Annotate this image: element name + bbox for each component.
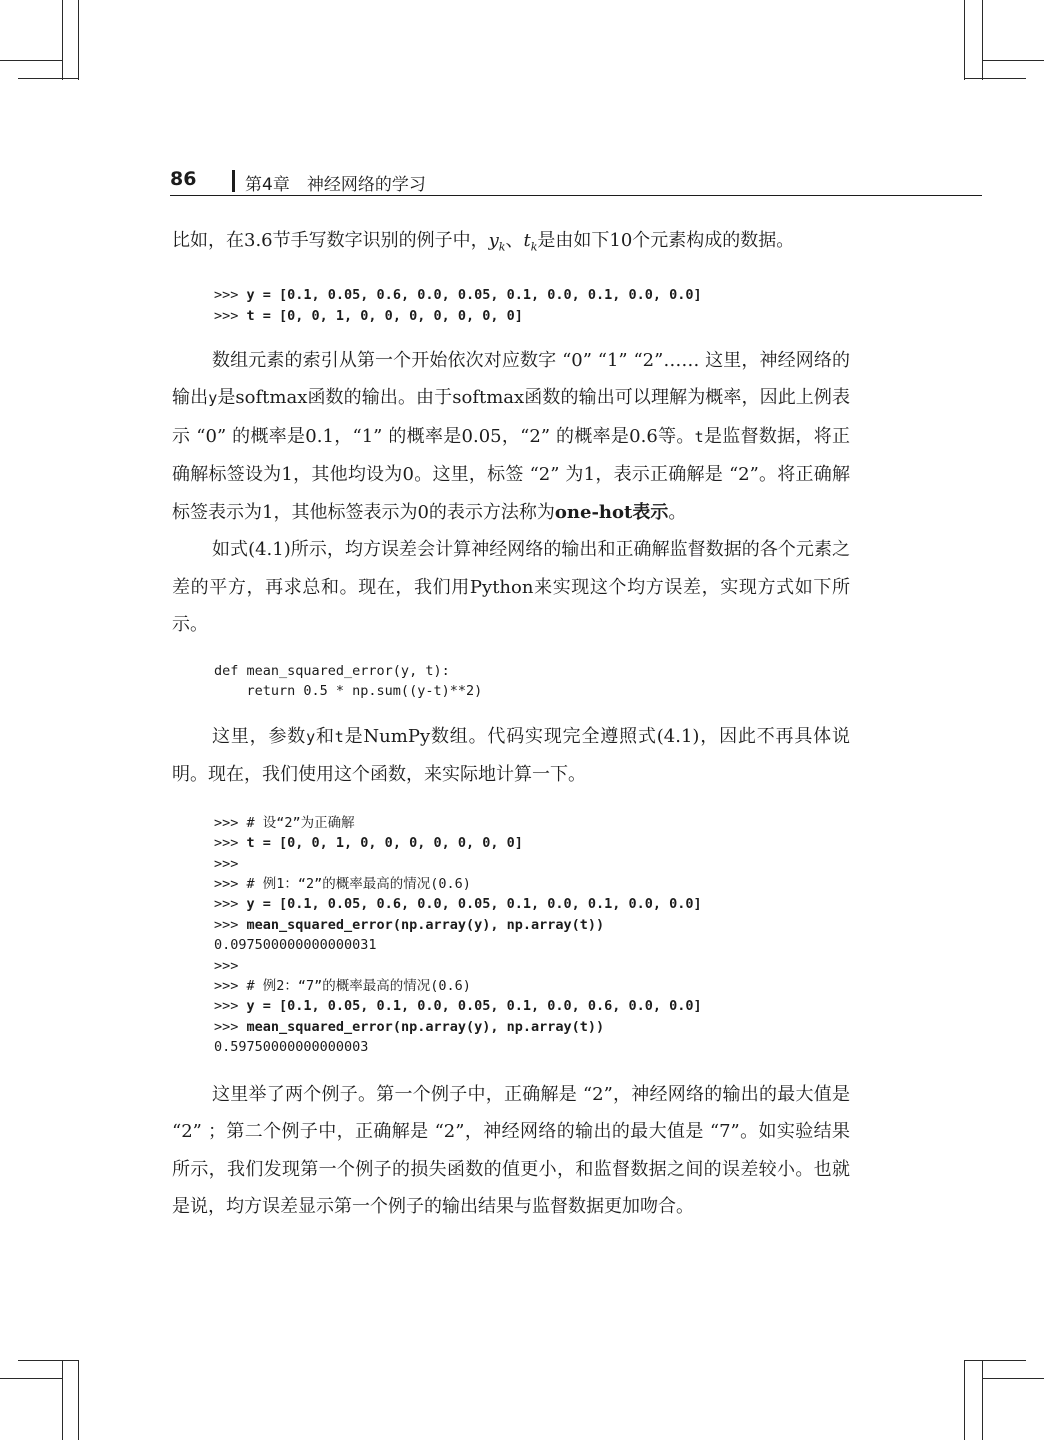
page-number: 86 bbox=[170, 168, 197, 190]
header-rule bbox=[170, 195, 982, 196]
code-line: >>> mean_squared_error(np.array(y), np.array(t)) bbox=[214, 916, 605, 933]
code-line: >>> y = [0.1, 0.05, 0.6, 0.0, 0.05, 0.1, 0.0, 0.1, 0.0, 0.0] bbox=[214, 287, 702, 304]
code-line: 0.097500000000000031 bbox=[214, 937, 377, 954]
code-line: >>> mean_squared_error(np.array(y), np.array(t)) bbox=[214, 1018, 605, 1035]
code-line: >>> y = [0.1, 0.05, 0.1, 0.0, 0.05, 0.1, 0.0, 0.6, 0.0, 0.0] bbox=[214, 998, 702, 1015]
math-tk: $t_k$ bbox=[523, 230, 538, 254]
crop-mark bbox=[964, 1360, 1026, 1361]
crop-mark bbox=[982, 1378, 1044, 1379]
paragraph-onehot: 数组元素的索引从第一个开始依次对应数字 “0” “1” “2”…… 这里，神经网络的输出y是softmax函数的输出。由于softmax函数的输出可以理解为概率，因此上例表示 “0” 的概率是0.1，“1” 的概率是0.05，“2” 的概率是0.6等。t是监督数据，将正确解标签设为1，其他均设为0。这里，标签 “2” 为1，表示正确解是 “2”。将正确解标签表示为1，其他标签表示为0的表示方法称为one-hot表示。 bbox=[172, 349, 850, 523]
paragraph-conclusion: 这里举了两个例子。第一个例子中，正确解是 “2”，神经网络的输出的最大值是 “2” ；第二个例子中，正确解是 “2”，神经网络的输出的最大值是 “7”。如实验结果所示，我们发现第一个例子的损失函数的值更小，和监督数据之间的误差较小。也就是说，均方误差显示第一个例子的输出结果与监督数据更加吻合。 bbox=[172, 1083, 850, 1218]
code-line: >>> # 例1：“2”的概率最高的情况(0.6) bbox=[214, 875, 471, 892]
code-line: >>> # 设“2”为正确解 bbox=[214, 814, 355, 831]
crop-mark bbox=[982, 0, 983, 80]
crop-mark bbox=[62, 0, 63, 80]
crop-mark bbox=[0, 1378, 62, 1379]
inline-code-y: y bbox=[208, 389, 218, 408]
crop-mark bbox=[18, 1360, 78, 1361]
code-block-function bbox=[172, 661, 850, 702]
code-line: 0.59750000000000003 bbox=[214, 1039, 369, 1056]
math-yk: $y_k$ bbox=[488, 230, 506, 254]
crop-mark bbox=[964, 78, 1026, 79]
inline-code-y: y bbox=[306, 727, 316, 746]
code-line: >>> y = [0.1, 0.05, 0.6, 0.0, 0.05, 0.1, 0.0, 0.1, 0.0, 0.0] bbox=[214, 896, 702, 913]
paragraph-params: 这里，参数y和t是NumPy数组。代码实现完全遵照式(4.1)，因此不再具体说明。现在，我们使用这个函数，来实际地计算一下。 bbox=[172, 725, 850, 786]
inline-code-t: t bbox=[694, 427, 704, 446]
header-divider bbox=[232, 170, 235, 192]
crop-mark bbox=[964, 0, 965, 80]
code-line: >>> bbox=[214, 957, 239, 974]
crop-mark bbox=[0, 60, 62, 61]
code-line: >>> t = [0, 0, 1, 0, 0, 0, 0, 0, 0, 0] bbox=[214, 307, 523, 324]
code-block-examples bbox=[172, 813, 850, 1058]
crop-mark bbox=[18, 78, 78, 79]
code-line: def mean_squared_error(y, t): bbox=[214, 662, 450, 679]
crop-mark bbox=[62, 1360, 63, 1440]
code-block-data bbox=[172, 285, 850, 326]
code-line: >>> # 例2：“7”的概率最高的情况(0.6) bbox=[214, 977, 471, 994]
crop-mark bbox=[78, 1360, 79, 1440]
crop-mark bbox=[982, 1360, 983, 1440]
term-one-hot: one-hot表示 bbox=[554, 501, 669, 523]
code-line: return 0.5 * np.sum((y-t)**2) bbox=[214, 683, 483, 700]
code-line: >>> bbox=[214, 855, 239, 872]
chapter-title: 第4章 神经网络的学习 bbox=[245, 175, 426, 195]
page-body bbox=[172, 222, 850, 1226]
crop-mark bbox=[982, 60, 1044, 61]
crop-mark bbox=[964, 1360, 965, 1440]
inline-code-t: t bbox=[334, 727, 344, 746]
paragraph-mse: 如式(4.1)所示，均方误差会计算神经网络的输出和正确解监督数据的各个元素之差的平方，再求总和。现在，我们用Python来实现这个均方误差，实现方式如下所示。 bbox=[172, 539, 850, 636]
crop-mark bbox=[78, 0, 79, 80]
paragraph-intro: 比如，在3.6节手写数字识别的例子中，$y_k$、$t_k$是由如下10个元素构成的数据。 bbox=[172, 230, 795, 254]
code-line: >>> t = [0, 0, 1, 0, 0, 0, 0, 0, 0, 0] bbox=[214, 835, 523, 852]
